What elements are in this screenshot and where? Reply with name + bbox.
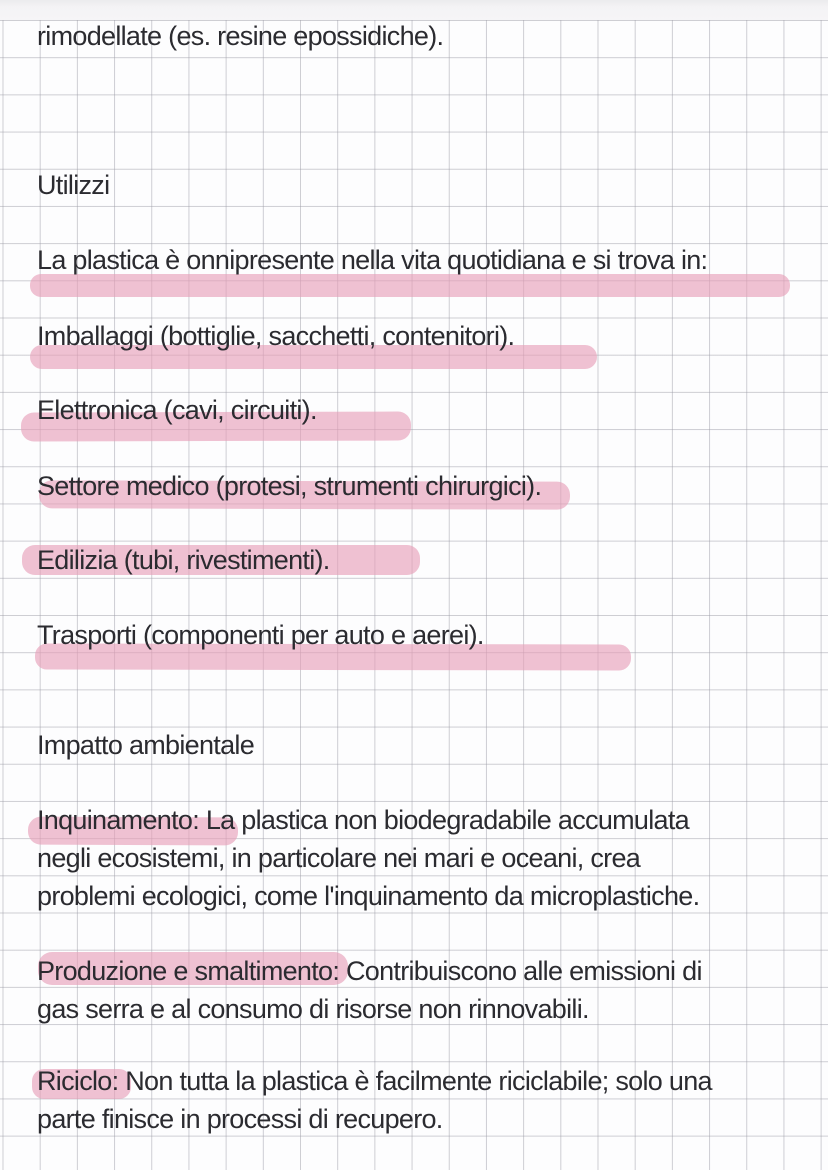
list-item-imballaggi: Imballaggi (bottiglie, sacchetti, contenitori). [37, 321, 515, 351]
list-item-elettronica: Elettronica (cavi, circuiti). [37, 395, 317, 425]
text-line-rimodellate: rimodellate (es. resine epossidiche). [37, 21, 444, 51]
heading-utilizzi: Utilizzi [37, 170, 110, 200]
paragraph-produzione-line-1: Produzione e smaltimento: Contribuiscono alle emissioni di [37, 956, 702, 986]
paragraph-produzione-line-2: gas serra e al consumo di risorse non rinnovabili. [37, 994, 589, 1024]
paragraph-inquinamento-line-1: Inquinamento: La plastica non biodegradabile accumulata [37, 805, 689, 835]
list-item-trasporti: Trasporti (componenti per auto e aerei). [37, 620, 484, 650]
list-item-edilizia: Edilizia (tubi, rivestimenti). [37, 545, 330, 575]
page-top-gap [0, 0, 828, 20]
heading-impatto-ambientale: Impatto ambientale [37, 730, 255, 760]
paragraph-inquinamento-line-3: problemi ecologici, come l'inquinamento da microplastiche. [37, 881, 700, 911]
text-line-la-plastica-intro: La plastica è onnipresente nella vita quotidiana e si trova in: [37, 245, 708, 275]
paragraph-riciclo-line-2: parte finisce in processi di recupero. [37, 1104, 443, 1134]
paragraph-inquinamento-line-2: negli ecosistemi, in particolare nei mari e oceani, crea [37, 843, 641, 873]
paragraph-riciclo-line-1: Riciclo: Non tutta la plastica è facilmente riciclabile; solo una [37, 1066, 712, 1096]
list-item-settore-medico: Settore medico (protesi, strumenti chirurgici). [37, 471, 542, 501]
